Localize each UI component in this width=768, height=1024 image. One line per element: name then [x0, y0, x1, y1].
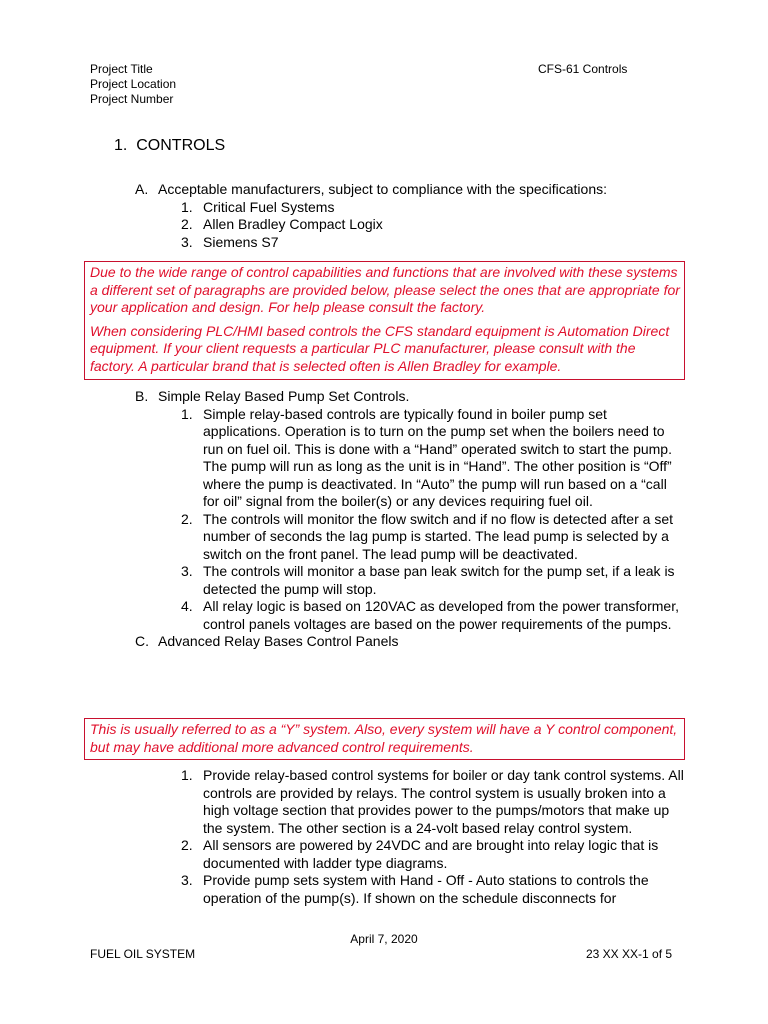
section-title	[114, 137, 225, 155]
footer-section-title: FUEL OIL SYSTEM	[90, 947, 196, 961]
part-a-label: A.	[135, 181, 149, 197]
list-item-number: 1.	[181, 405, 193, 422]
list-item: Provide relay-based control systems for boiler or day tank control systems. All controls are provided by relays. The control system is usually broken into a high voltage section that provides power to the pumps/motors that make up the system. The other section is a 24-volt based relay control system.	[203, 767, 684, 836]
project-location: Project Location	[90, 77, 177, 91]
list-item-number: 1.	[181, 767, 193, 783]
part-a	[135, 181, 695, 251]
list-item-number: 2.	[181, 510, 193, 527]
editor-note-paragraph: When considering PLC/HMI based controls the CFS standard equipment is Automation Direct equipment. If your client requests a particular PLC manufacturer, please consult with the factory. A particular brand that is selected often is Allen Bradley for example.	[90, 322, 670, 374]
part-b-text: Simple Relay Based Pump Set Controls.	[158, 388, 410, 404]
editor-note-paragraph: This is usually referred to as a “Y” system. Also, every system will have a Y control component, but may have additional more advanced control requirements.	[90, 721, 678, 755]
footer-date: April 7, 2020	[350, 932, 418, 946]
project-number: Project Number	[90, 92, 174, 106]
part-c-text: Advanced Relay Bases Control Panels	[158, 633, 399, 649]
list-item: All sensors are powered by 24VDC and are brought into relay logic that is documented with ladder type diagrams.	[203, 837, 659, 871]
project-title: Project Title	[90, 62, 153, 76]
list-item-number: 4.	[181, 598, 193, 614]
list-item-number: 2.	[181, 216, 193, 232]
part-b	[135, 388, 685, 651]
part-b-label: B.	[135, 388, 149, 404]
part-c-label: C.	[135, 633, 149, 649]
editor-note-box	[84, 718, 685, 760]
editor-note-paragraph: Due to the wide range of control capabilities and functions that are involved with these systems a different set of paragraphs are provided below, please select the ones that are appropriate for your application and design. For help please consult the factory.	[90, 264, 680, 315]
list-item: Provide pump sets system with Hand - Off - Auto stations to controls the operation of the pump(s). If shown on the schedule disconnects for	[203, 872, 649, 906]
list-item: Allen Bradley Compact Logix	[203, 216, 383, 232]
list-item-number: 3.	[181, 233, 193, 250]
list-item: The controls will monitor the flow switch and if no flow is detected after a set number of seconds the lag pump is started. The lead pump is selected by a switch on the front panel. The lead pump will be deactivated.	[203, 510, 673, 562]
footer-page-number: 23 XX XX-1 of 5	[586, 947, 673, 961]
list-item: Siemens S7	[203, 233, 279, 250]
editor-note-box	[84, 261, 685, 380]
header-project-info	[90, 62, 176, 107]
part-c-items	[135, 767, 685, 907]
list-item: All relay logic is based on 120VAC as developed from the power transformer, control panels voltages are based on the power requirements of the pumps.	[203, 598, 679, 632]
list-item-number: 3.	[181, 872, 193, 888]
list-item: Simple relay-based controls are typically found in boiler pump set applications. Operation is to turn on the pump set when the boilers need to run on fuel oil. This is done with a “Hand” operated switch to start the pump. The pump will run as long as the unit is in “Hand”. The other position is “Off” where the pump is deactivated. In “Auto” the pump will run based on a “call for oil” signal from the boiler(s) or any devices requiring fuel oil.	[203, 405, 672, 509]
section-title-text: CONTROLS	[136, 137, 226, 154]
part-a-text: Acceptable manufacturers, subject to compliance with the specifications:	[158, 181, 608, 197]
list-item: The controls will monitor a base pan leak switch for the pump set, if a leak is detected the pump will stop.	[203, 563, 675, 597]
section-number: 1.	[114, 137, 128, 154]
list-item-number: 3.	[181, 563, 193, 579]
header-section-name: CFS-61 Controls	[538, 62, 628, 76]
list-item: Critical Fuel Systems	[203, 198, 335, 215]
list-item-number: 1.	[181, 198, 193, 215]
list-item-number: 2.	[181, 837, 193, 853]
